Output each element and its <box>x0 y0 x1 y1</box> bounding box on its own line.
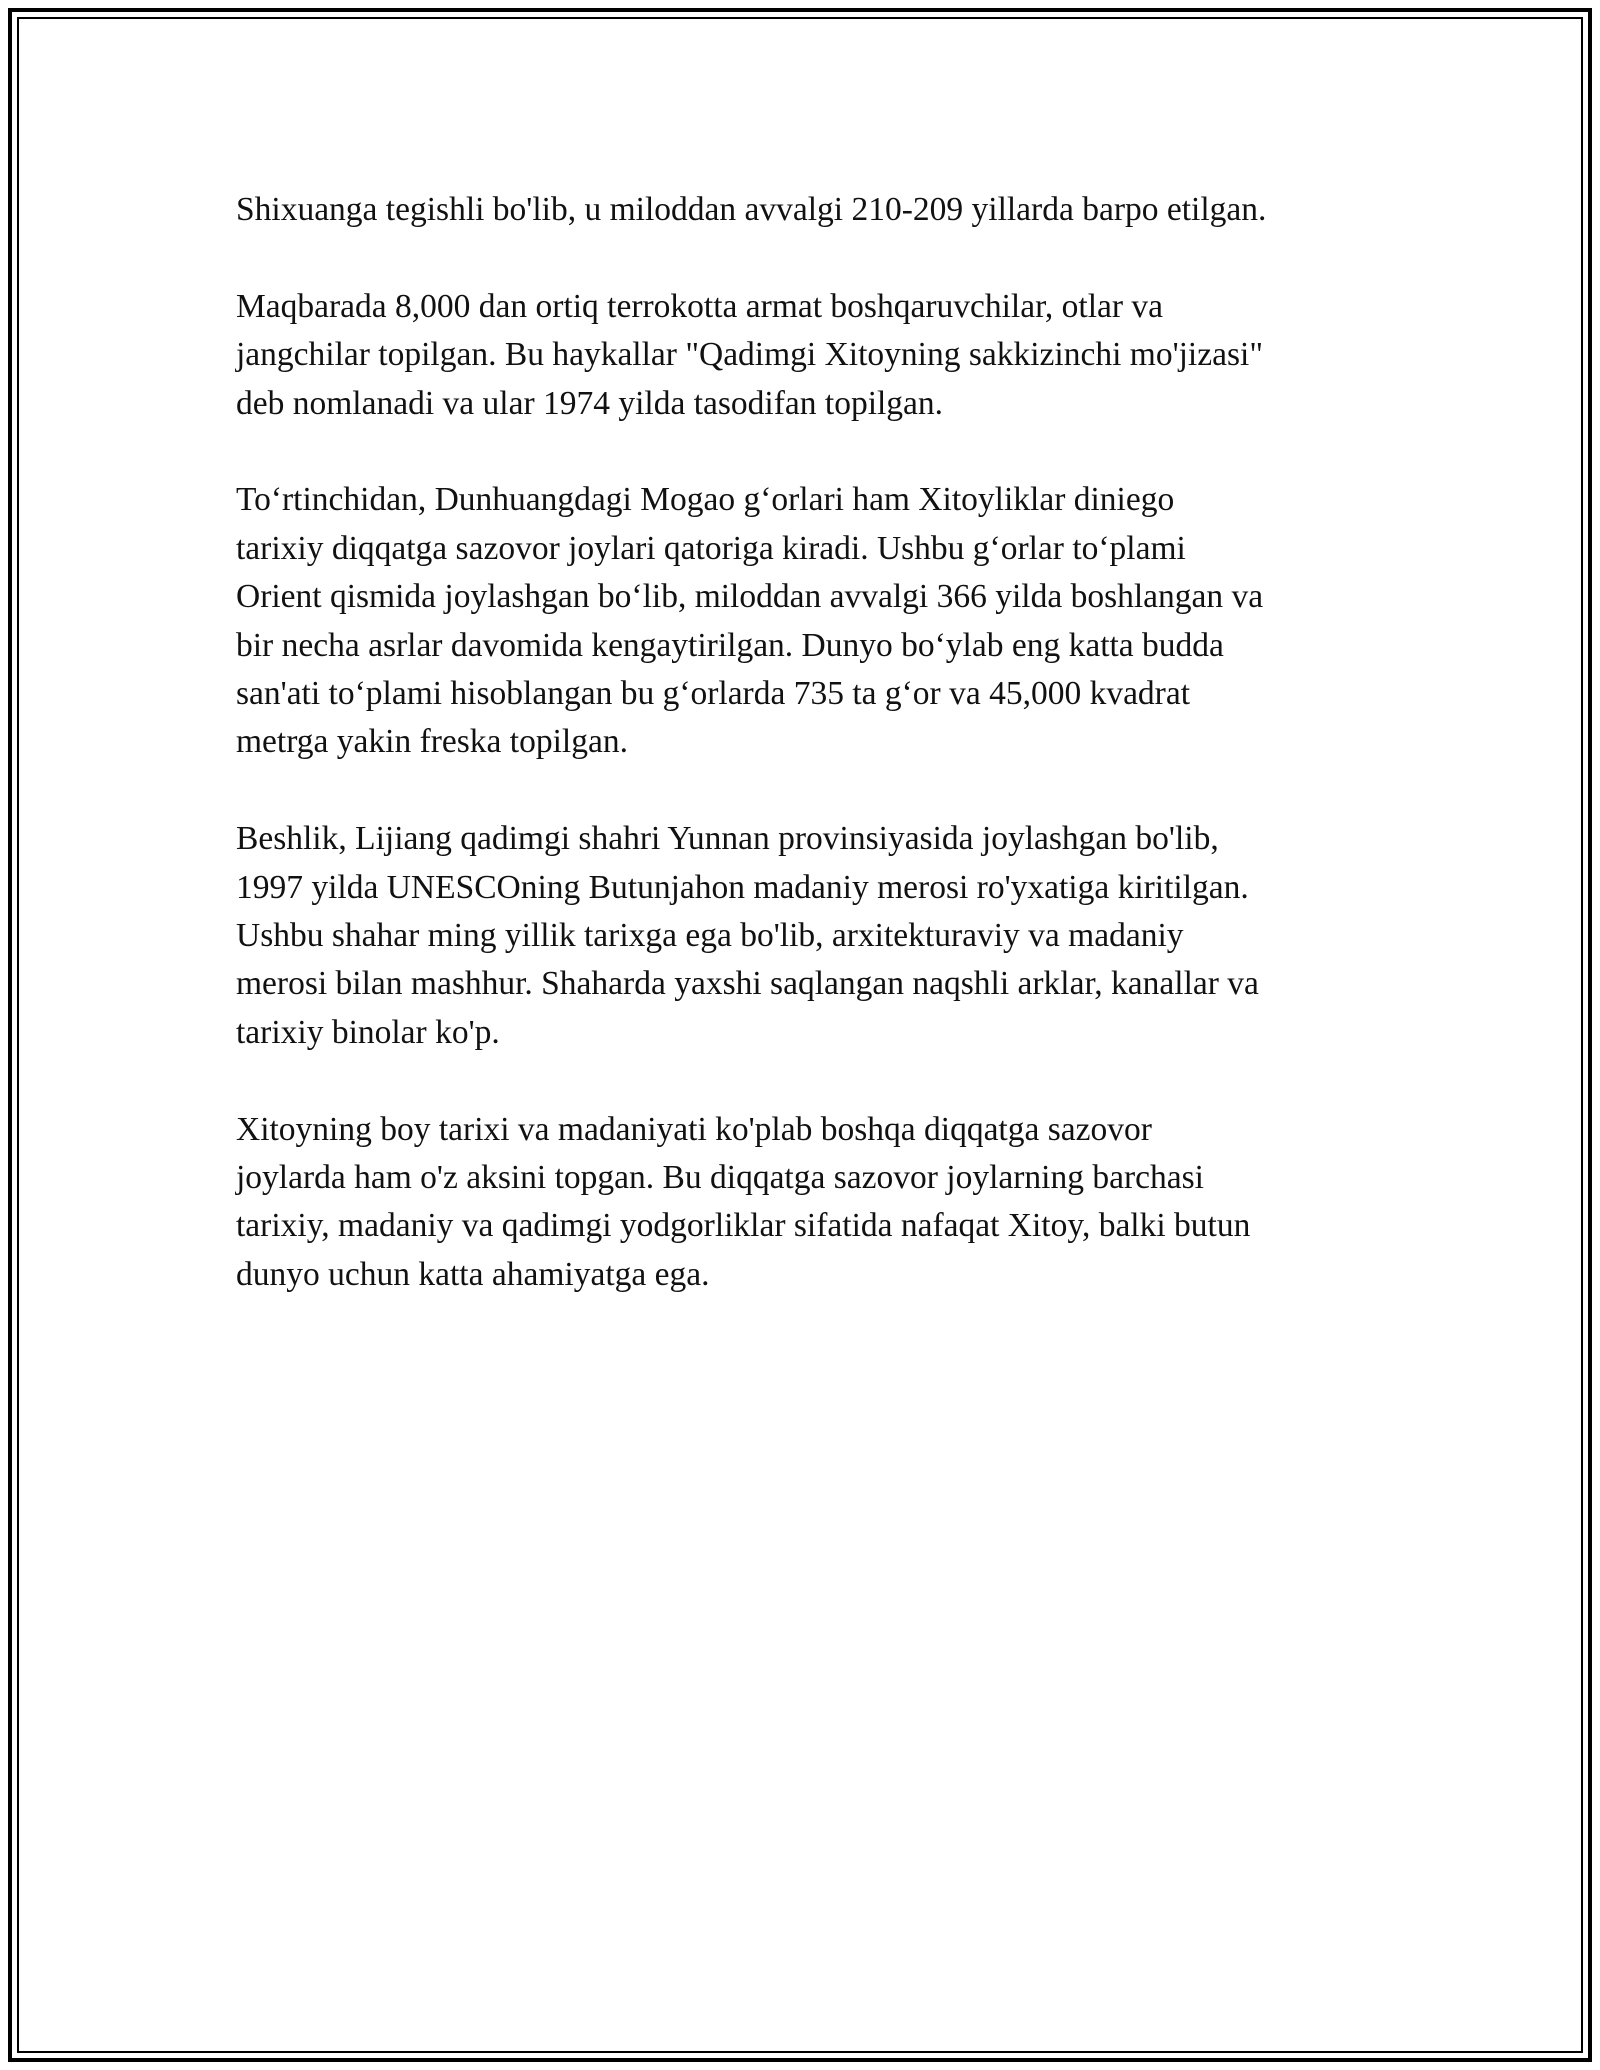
paragraph: Maqbarada 8,000 dan ortiq terrokotta armat boshqaruvchilar, otlar va jangchilar topilgan. Bu haykallar "Qadimgi Xitoyning sakkizinchi mo'jizasi" deb nomlanadi va ular 1974 yilda tasodifan topilgan. <box>236 287 1264 422</box>
paragraph: To‘rtinchidan, Dunhuangdagi Mogao g‘orlari ham Xitoyliklar diniego tarixiy diqqatga sazovor joylari qatoriga kiradi. Ushbu g‘orlar to‘plami Orient qismida joylashgan bo‘lib, miloddan avvalgi 366 yilda boshlangan va bir necha asrlar davomida kengaytirilgan. Dunyo bo‘ylab eng katta budda san'ati to‘plami hisoblangan bu g‘orlarda 735 ta g‘or va 45,000 kvadrat metrga yakin freska topilgan. <box>236 481 1264 761</box>
paragraph: Shixuanga tegishli bo'lib, u miloddan avvalgi 210-209 yillarda barpo etilgan. <box>236 191 1267 228</box>
document-body <box>236 186 1386 1348</box>
paragraph: Beshlik, Lijiang qadimgi shahri Yunnan provinsiyasida joylashgan bo'lib, 1997 yilda UNESCOning Butunjahon madaniy merosi ro'yxatiga kiritilgan. Ushbu shahar ming yillik tarixga ega bo'lib, arxitekturaviy va madaniy merosi bilan mashhur. Shaharda yaxshi saqlangan naqshli arklar, kanallar va tarixiy binolar ko'p. <box>236 820 1259 1051</box>
paragraph: Xitoyning boy tarixi va madaniyati ko'plab boshqa diqqatga sazovor joylarda ham o'z aksini topgan. Bu diqqatga sazovor joylarning barchasi tarixiy, madaniy va qadimgi yodgorliklar sifatida nafaqat Xitoy, balki butun dunyo uchun katta ahamiyatga ega. <box>236 1110 1251 1293</box>
